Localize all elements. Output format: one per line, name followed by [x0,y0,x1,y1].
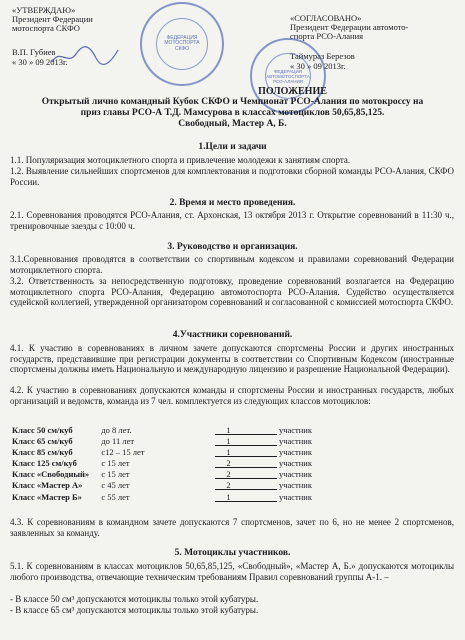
class-name: Класс 85 см/куб [12,447,73,458]
agreed-title: «СОГЛАСОВАНО» [290,13,362,23]
class-row [12,469,312,480]
section-5-para-1: 5.1. К соревнованиям в классах мотоциклов 50,65,85,125, «Свободный», «Мастер А, Б.» допускаются мотоциклы любого производства, отвечающие техническим требованиям Правил соревнований группы А-1. – [10,561,454,582]
class-count: 2 [215,469,242,479]
agreed-signer: Таймураз Березов [290,51,355,61]
class-blank [242,492,277,502]
class-name: Класс «Мастер Б» [12,491,82,502]
section-5-para-2: - В классе 50 см³ допускаются мотоциклы только этой кубатуры. [10,594,259,604]
class-label: участник [278,491,312,502]
class-name: Класс 65 см/куб [12,436,73,447]
class-age: с 45 лет [101,480,130,491]
class-row [12,458,312,469]
class-name: Класс 125 см/куб [12,458,77,469]
title-line-2: Открытый лично командный Кубок СКФО и Чемпионат РСО-Алания по мотокроссу на [41,97,424,107]
section-4-para-2: 4.2. К участию в соревнованиях допускаются команды и спортсмены России и иностранных государств, любых организаций и ведомств, команда из 7 чел. комплектуется из следующих классов мотоциклов: [10,385,454,406]
class-label: участник [278,436,312,447]
class-label: участник [278,447,312,458]
approved-date: « 30 » 09 2013г. [12,56,68,67]
class-age: до 11 лет [101,436,135,447]
class-count: 2 [215,458,242,468]
class-row [12,425,312,436]
agreed-line1: Президент Федерации автомото- [290,22,409,32]
class-count: 1 [215,447,242,457]
class-count: 1 [215,492,242,502]
class-count: 1 [215,436,242,446]
document-title [10,86,455,130]
seal-stamp-left-inner [156,18,208,70]
agreed-date: « 30 » 09 2013г. [290,60,346,71]
section-2-para-1: 2.1. Соревнования проводятся РСО-Алания, ст. Архонская, 13 октября 2013 г. Открытие соревнований в 11:30 ч., тренировочные заезды с 10:00 ч. [10,210,454,231]
section-3-heading: 3. Руководство и организация. [167,242,298,252]
section-3-para-1: 3.1.Соревнования проводятся в соответствии со спортивным кодексом и правилами соревнований Федерации мотоциклетного спорта. [10,254,454,275]
section-2-heading: 2. Время и место проведения. [169,198,296,208]
class-age: с 15 лет [101,469,130,480]
class-row [12,447,312,458]
motorcycle-classes-list [12,425,312,503]
seal-stamp-left [140,2,224,86]
section-1-para-2: 1.2. Выявление сильнейших спортсменов для комплектования и подготовки сборной команды РСО-Алания, СКФО России. [10,166,454,187]
class-blank [242,447,277,457]
approved-title: «УТВЕРЖДАЮ» [12,5,76,15]
approved-line1: Президент Федерации [12,14,93,24]
class-age: с 15 лет [101,458,130,469]
approved-line2: мотоспорта СКФО [12,23,80,33]
agreed-line2: спорта РСО-Алания [290,31,364,41]
class-blank [242,436,277,446]
seal-stamp-left-text: ФЕДЕРАЦИЯ МОТОСПОРТА СКФО [164,34,200,52]
class-label: участник [278,425,312,435]
class-label: участник [278,458,312,469]
class-row [12,492,312,503]
class-name: Класс «Мастер А» [12,480,83,491]
class-name: Класс 50 см/куб [12,425,73,435]
section-1-heading: 1.Цели и задачи [198,142,267,152]
section-1-para-1: 1.1. Популяризация мотоциклетного спорта и привлечение молодежи к занятиям спорта. [10,155,351,165]
class-blank [242,458,277,468]
class-age: с12 – 15 лет [101,447,145,458]
section-5-heading: 5. Мотоциклы участников. [174,548,291,558]
section-5-para-3: - В классе 65 см³ допускаются мотоциклы только этой кубатуры. [10,605,259,615]
class-count: 2 [215,480,242,490]
class-age: с 55 лет [101,491,130,502]
section-4-para-1: 4.1. К участию в соревнованиях в личном зачете допускаются спортсмены России и других иностранных государств, представившие при регистрации документы в соответствии со Спортивным Кодексом (иностранные спортсмены должны иметь Национальную и международную лицензию и разрешение Национальной Федерации). [10,343,454,375]
class-row [12,436,312,447]
title-line-4: Свободный, Мастер А, Б. [178,119,287,129]
section-3-para-2: 3.2. Ответственность за непосредственную подготовку, проведение соревнований возлагается на Федерацию мотоциклетного спорта РСО-Алания, Федерацию автомотоспорта РСО-Алания. Судейство осуществляется судейской коллегией, утвержденной организатором соревнований и согласованной с комиссией мотоспорта СКФО. [10,276,454,308]
signature-scribble [50,44,120,68]
class-count: 1 [215,425,242,435]
section-4-para-3: 4.3. К соревнованиям в командном зачете допускаются 7 спортсменов, зачет по 6, но не менее 2 спортсменов, заявленных за команду. [10,517,454,538]
class-name: Класс «Свободный» [12,469,90,480]
approved-signer: В.П. Губиев [12,47,56,57]
class-blank [242,469,277,479]
class-label: участник [278,469,312,480]
class-blank [242,425,277,435]
class-label: участник [278,480,312,491]
section-4-heading: 4.Участники соревнований. [172,330,293,340]
title-line-1: ПОЛОЖЕНИЕ [258,86,327,97]
class-age: до 8 лет. [101,425,132,435]
seal-stamp-right-text: ФЕДЕРАЦИЯ АВТОМОТОСПОРТА РСО-АЛАНИЯ [266,68,310,84]
class-row [12,480,312,491]
title-line-3: приз главы РСО-А Т.Д. Мамсурова в классах мотоциклов 50,65,85,125. [80,108,385,118]
class-blank [242,480,277,490]
